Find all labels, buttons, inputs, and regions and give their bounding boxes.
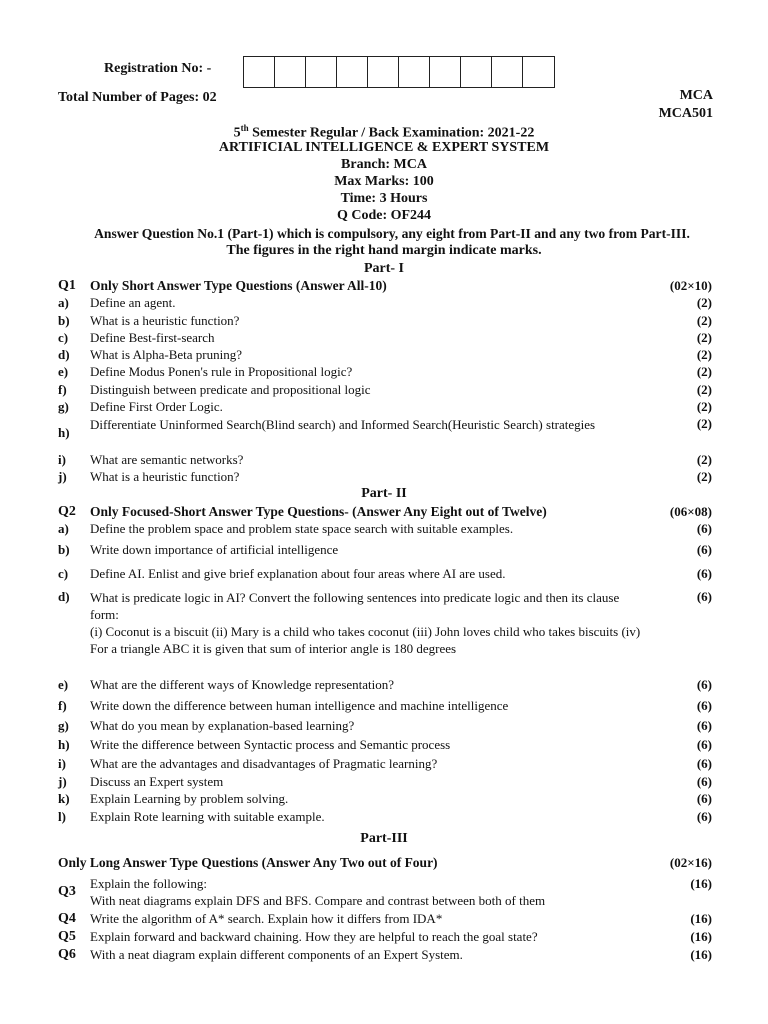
item-text: What do you mean by explanation-based learning?: [90, 718, 355, 733]
item-text: Explain the following:: [90, 876, 207, 891]
item-text: Define First Order Logic.: [90, 399, 223, 414]
item-label: f): [58, 698, 67, 713]
registration-digit-box[interactable]: [368, 57, 399, 87]
q-code: Q Code: OF244: [336, 208, 432, 223]
item-text: Define an agent.: [90, 295, 176, 310]
program-label: MCA: [679, 88, 713, 103]
q2-heading: Only Focused-Short Answer Type Questions- (Answer Any Eight out of Twelve): [90, 504, 547, 519]
part1-title: Part- I: [363, 261, 405, 276]
item-label: d): [58, 589, 70, 604]
item-text: What is predicate logic in AI? Convert the following sentences into predicate logic and then its clause form:: [90, 590, 620, 622]
item-label: Q3: [58, 884, 76, 899]
registration-digit-box[interactable]: [461, 57, 492, 87]
item-marks: (2): [696, 347, 712, 362]
item-marks: (6): [696, 589, 712, 604]
item-text: Distinguish between predicate and propositional logic: [90, 382, 371, 397]
item-text: What are the advantages and disadvantages of Pragmatic learning?: [90, 756, 438, 771]
item-marks: (2): [696, 382, 712, 397]
item-text: Define Best-first-search: [90, 330, 215, 345]
item-marks: (6): [696, 698, 712, 713]
item-marks: (6): [696, 791, 712, 806]
q1-marks: (02×10): [669, 278, 712, 293]
course-code: MCA501: [658, 106, 713, 121]
registration-digit-box[interactable]: [399, 57, 430, 87]
item-label: c): [58, 330, 69, 345]
item-label: g): [58, 399, 69, 414]
item-label: h): [58, 425, 70, 440]
item-label: k): [58, 791, 70, 806]
item-text: Explain forward and backward chaining. How they are helpful to reach the goal state?: [90, 929, 538, 944]
item-marks: (2): [696, 416, 712, 431]
item-text: Write the algorithm of A* search. Explain how it differs from IDA*: [90, 911, 443, 926]
item-marks: (6): [696, 737, 712, 752]
registration-digit-box[interactable]: [275, 57, 306, 87]
item-label: b): [58, 542, 70, 557]
q1-label: Q1: [58, 278, 76, 293]
max-marks: Max Marks: 100: [334, 174, 434, 189]
item-label: h): [58, 737, 70, 752]
item-marks: (6): [696, 774, 712, 789]
item-label: j): [58, 774, 67, 789]
registration-digit-box[interactable]: [337, 57, 368, 87]
item-marks: (6): [696, 718, 712, 733]
registration-digit-box[interactable]: [523, 57, 554, 87]
item-marks: (16): [690, 947, 712, 962]
item-label: f): [58, 382, 67, 397]
item-text-continued: (i) Coconut is a biscuit (ii) Mary is a child who takes coconut (iii) John loves child who takes biscuits (iv) For a triangle ABC it is given that sum of interior angle is 180 degrees: [90, 624, 641, 656]
item-text: Explain Rote learning with suitable example.: [90, 809, 325, 824]
item-marks: (6): [696, 566, 712, 581]
item-text: With a neat diagram explain different components of an Expert System.: [90, 947, 463, 962]
item-marks: (16): [690, 876, 712, 891]
item-marks: (6): [696, 521, 712, 536]
item-marks: (16): [690, 929, 712, 944]
semester-title: [0, 123, 768, 142]
part3-marks: (02×16): [669, 855, 712, 870]
item-label: i): [58, 452, 66, 467]
item-marks: (2): [696, 313, 712, 328]
part3-heading: Only Long Answer Type Questions (Answer Any Two out of Four): [58, 855, 438, 870]
semester-rest: Semester Regular / Back Examination: 2021-22: [248, 125, 535, 141]
item-marks: (6): [696, 542, 712, 557]
item-marks: (2): [696, 295, 712, 310]
part3-title: Part-III: [360, 831, 408, 846]
item-text: Write down importance of artificial intelligence: [90, 542, 339, 557]
subject-title: ARTIFICIAL INTELLIGENCE & EXPERT SYSTEM: [218, 140, 550, 155]
semester-sup: th: [240, 123, 249, 133]
registration-digit-box[interactable]: [244, 57, 275, 87]
item-text-continued: With neat diagrams explain DFS and BFS. Compare and contrast between both of them: [90, 893, 546, 908]
item-label: Q4: [58, 911, 76, 926]
item-text: Explain Learning by problem solving.: [90, 791, 289, 806]
registration-number-boxes[interactable]: [243, 56, 555, 88]
item-text: What are the different ways of Knowledge representation?: [90, 677, 395, 692]
item-marks: (6): [696, 677, 712, 692]
item-label: i): [58, 756, 66, 771]
item-label: g): [58, 718, 69, 733]
item-marks: (16): [690, 911, 712, 926]
registration-digit-box[interactable]: [430, 57, 461, 87]
q2-label: Q2: [58, 504, 76, 519]
item-marks: (2): [696, 469, 712, 484]
item-text: Discuss an Expert system: [90, 774, 224, 789]
branch: Branch: MCA: [341, 157, 427, 172]
item-text: Write the difference between Syntactic process and Semantic process: [90, 737, 451, 752]
item-label: d): [58, 347, 70, 362]
item-label: a): [58, 521, 69, 536]
q1-heading: Only Short Answer Type Questions (Answer All-10): [90, 278, 387, 293]
registration-digit-box[interactable]: [306, 57, 337, 87]
item-label: c): [58, 566, 69, 581]
item-text: Define Modus Ponen's rule in Propositional logic?: [90, 364, 353, 379]
item-text: Write down the difference between human intelligence and machine intelligence: [90, 698, 509, 713]
instruction-line-2: The figures in the right hand margin indicate marks.: [226, 243, 542, 258]
item-text: What is a heuristic function?: [90, 469, 240, 484]
item-text: What are semantic networks?: [90, 452, 244, 467]
time: Time: 3 Hours: [340, 191, 428, 206]
instruction-line-1: Answer Question No.1 (Part-1) which is compulsory, any eight from Part-II and any two from Part-III.: [94, 226, 690, 241]
registration-digit-box[interactable]: [492, 57, 523, 87]
item-text: Differentiate Uninformed Search(Blind search) and Informed Search(Heuristic Search) strategies: [90, 417, 596, 432]
item-marks: (2): [696, 330, 712, 345]
item-marks: (2): [696, 364, 712, 379]
item-label: j): [58, 469, 67, 484]
item-label: b): [58, 313, 70, 328]
item-marks: (6): [696, 756, 712, 771]
registration-label: Registration No: -: [104, 61, 212, 76]
semester-number: 5: [233, 125, 241, 141]
item-label: e): [58, 677, 69, 692]
item-marks: (2): [696, 452, 712, 467]
item-text: Define the problem space and problem state space search with suitable examples.: [90, 521, 514, 536]
total-pages: Total Number of Pages: 02: [58, 90, 217, 105]
item-label: Q6: [58, 947, 76, 962]
item-text: What is a heuristic function?: [90, 313, 240, 328]
part2-title: Part- II: [361, 486, 407, 501]
item-label: l): [58, 809, 66, 824]
item-label: e): [58, 364, 69, 379]
item-marks: (2): [696, 399, 712, 414]
q2-marks: (06×08): [669, 504, 712, 519]
item-label: a): [58, 295, 69, 310]
item-marks: (6): [696, 809, 712, 824]
item-text: Define AI. Enlist and give brief explanation about four areas where AI are used.: [90, 566, 506, 581]
item-text: What is Alpha-Beta pruning?: [90, 347, 242, 362]
item-label: Q5: [58, 929, 76, 944]
